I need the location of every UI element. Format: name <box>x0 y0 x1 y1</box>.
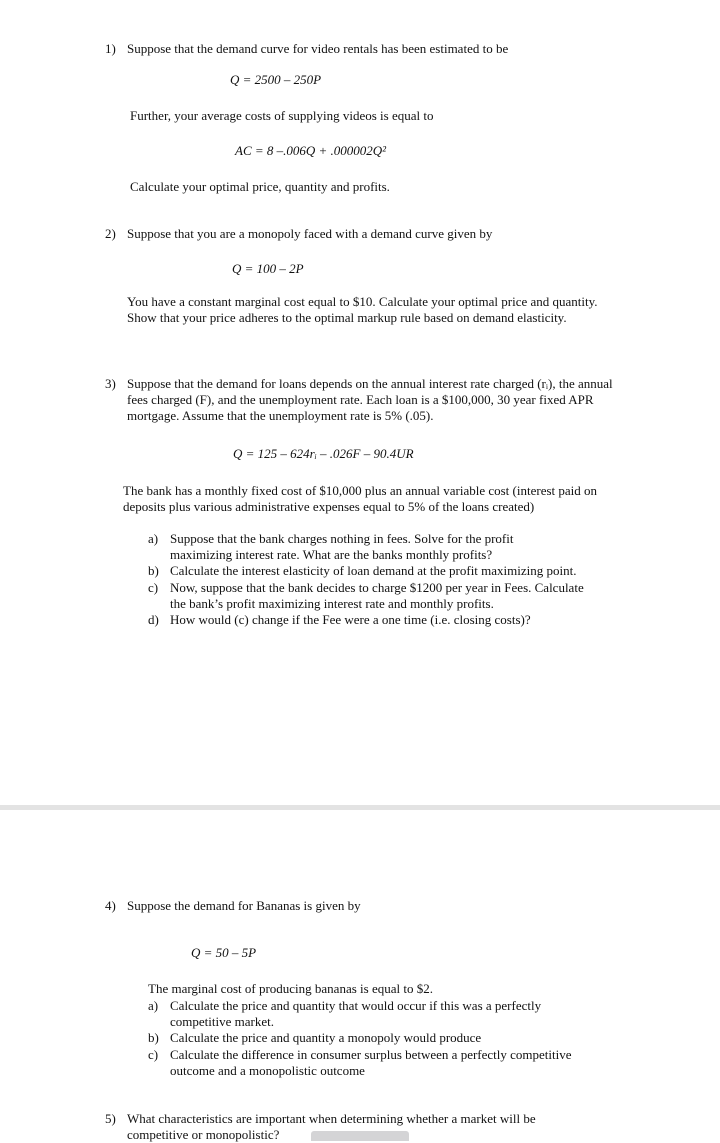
part-label: b) <box>148 1030 159 1045</box>
part-label: d) <box>148 612 159 627</box>
question-1-demand-equation: Q = 2500 – 250P <box>230 72 322 87</box>
question-3-text: The bank has a monthly fixed cost of $10,000 plus an annual variable cost (interest paid on deposits plus various administrative expenses equal to 5% of the loans created) <box>123 483 598 514</box>
question-3-number: 3) <box>105 376 116 391</box>
part-label: c) <box>148 1047 159 1062</box>
part-text: Calculate the difference in consumer surplus between a perfectly competitive outcome and a monopolistic outcome <box>170 1047 572 1078</box>
question-2-text: You have a constant marginal cost equal to $10. Calculate your optimal price and quantity. Show that your price adheres to the optimal markup rule based on demand elasticity. <box>127 294 598 325</box>
part-text: Calculate the interest elasticity of loan demand at the profit maximizing point. <box>170 563 577 578</box>
question-5-text: What characteristics are important when determining whether a market will be competitive or monopolistic? <box>127 1111 536 1142</box>
question-2-number: 2) <box>105 226 116 241</box>
part-label: a) <box>148 531 159 546</box>
page-divider <box>0 805 720 810</box>
question-4-demand-equation: Q = 50 – 5P <box>191 945 257 960</box>
redaction-bar <box>311 1131 409 1141</box>
question-4-number: 4) <box>105 898 116 913</box>
part-text: Suppose that the bank charges nothing in fees. Solve for the profit maximizing interest rate. What are the banks monthly profits? <box>170 531 514 562</box>
question-1-cost-equation: AC = 8 –.006Q + .000002Q² <box>235 143 387 158</box>
question-2-intro: Suppose that you are a monopoly faced with a demand curve given by <box>127 226 493 241</box>
question-4-intro: Suppose the demand for Bananas is given by <box>127 898 361 913</box>
question-3-demand-equation: Q = 125 – 624rᵢ – .026F – 90.4UR <box>233 446 414 461</box>
part-label: c) <box>148 580 159 595</box>
question-1-task: Calculate your optimal price, quantity and profits. <box>130 179 390 194</box>
question-1-cost-text: Further, your average costs of supplying videos is equal to <box>130 108 434 123</box>
part-text: How would (c) change if the Fee were a one time (i.e. closing costs)? <box>170 612 531 627</box>
question-1-number: 1) <box>105 41 116 56</box>
question-1-intro: Suppose that the demand curve for video rentals has been estimated to be <box>127 41 509 56</box>
part-text: Calculate the price and quantity a monopoly would produce <box>170 1030 482 1045</box>
question-3-intro: Suppose that the demand for loans depends on the annual interest rate charged (rᵢ), the annual fees charged (F), and the unemployment rate. Each loan is a $100,000, 30 year fixed APR mortgage. Assume that the unemployment rate is 5% (.05). <box>127 376 613 423</box>
part-label: a) <box>148 998 159 1013</box>
part-text: Calculate the price and quantity that would occur if this was a perfectly competitive market. <box>170 998 542 1029</box>
part-label: b) <box>148 563 159 578</box>
question-4-text: The marginal cost of producing bananas is equal to $2. <box>148 981 433 996</box>
question-2-demand-equation: Q = 100 – 2P <box>232 261 304 276</box>
part-text: Now, suppose that the bank decides to charge $1200 per year in Fees. Calculate the bank’s profit maximizing interest rate and monthly profits. <box>170 580 584 611</box>
question-5-number: 5) <box>105 1111 116 1126</box>
